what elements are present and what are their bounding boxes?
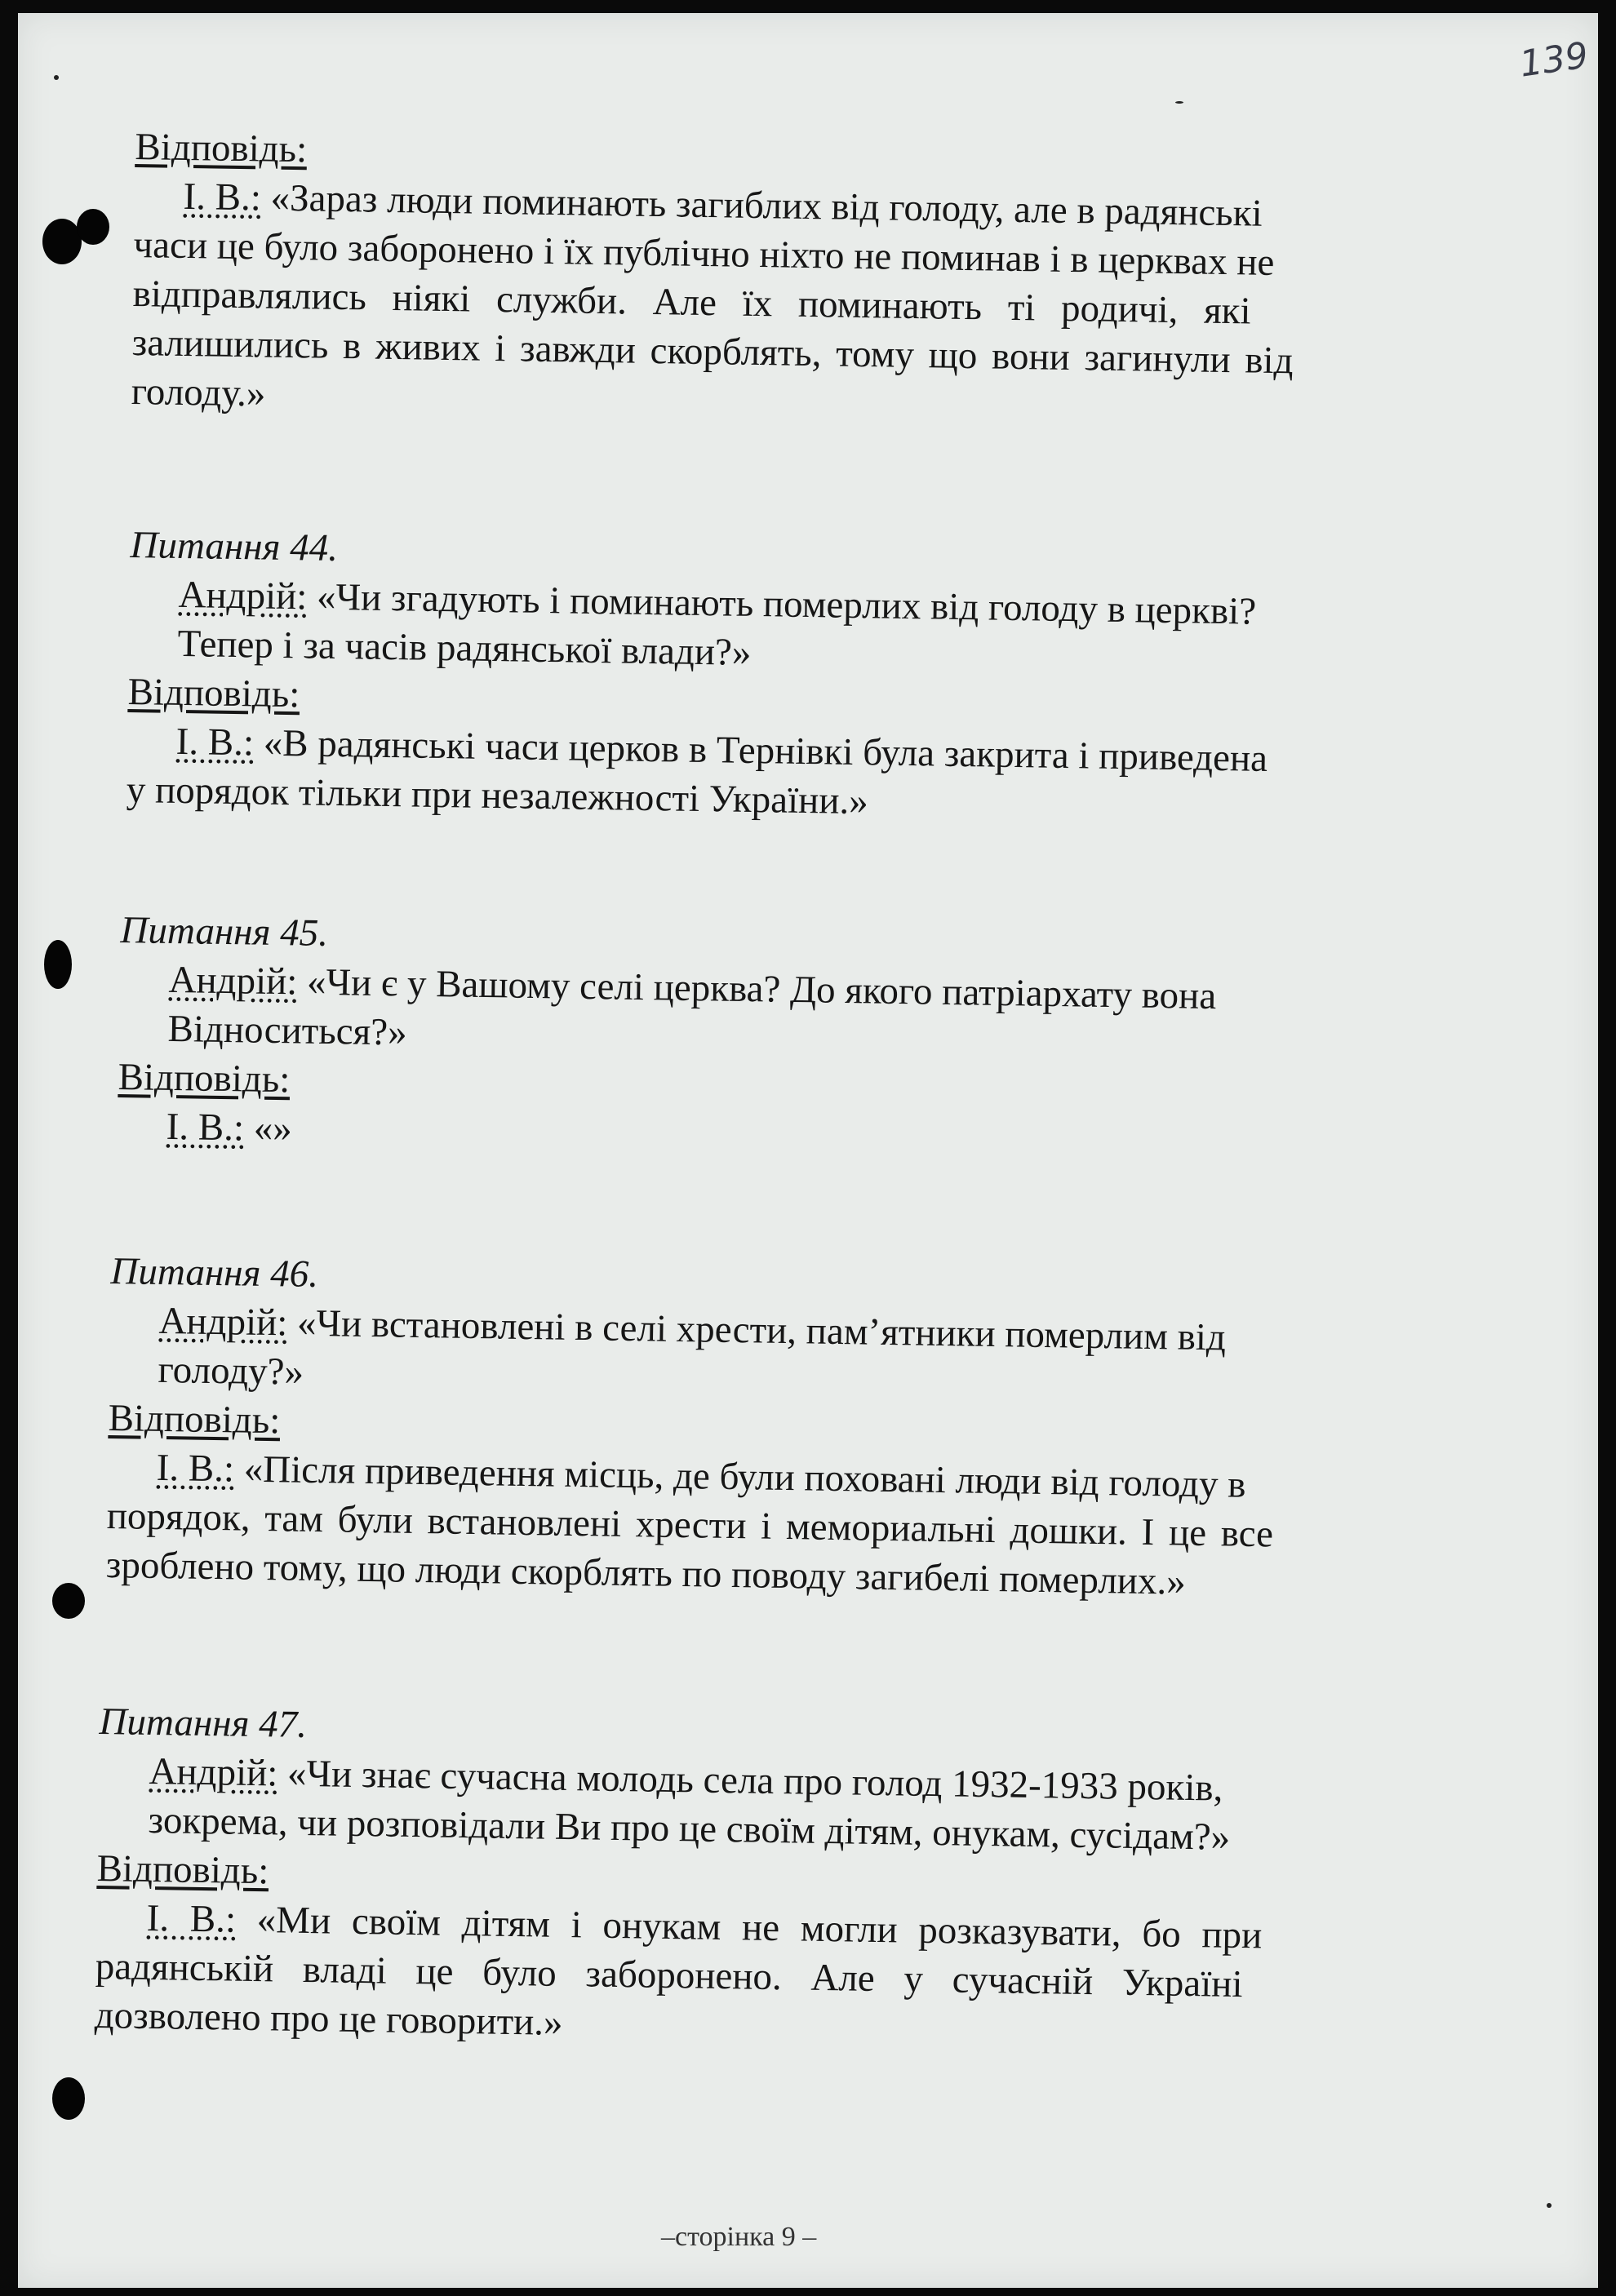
question-title: Питання 44. xyxy=(130,523,339,570)
question-44 xyxy=(126,521,1574,837)
question-46 xyxy=(105,1247,1555,1612)
respondent-label: І. В.: xyxy=(183,175,262,219)
asker-label: Андрій: xyxy=(149,1749,278,1795)
answer-label: Відповідь: xyxy=(96,1846,269,1893)
question-line: зокрема, чи розповідали Ви про це своїм дітям, онукам, сусідам?» xyxy=(148,1798,1231,1859)
answer-line: «» xyxy=(253,1106,293,1150)
respondent-label: І. В.: xyxy=(146,1896,237,1941)
asker-label: Андрій: xyxy=(178,573,308,618)
asker-label: Андрій: xyxy=(168,958,298,1004)
respondent-label: І. В.: xyxy=(166,1105,245,1150)
answer-label: Відповідь: xyxy=(118,1055,291,1101)
answer-line: порядок, там були встановлені хрести і мемориальні дошки. І це все xyxy=(106,1494,1274,1556)
question-line: голоду?» xyxy=(158,1348,304,1394)
answer-text xyxy=(131,171,1578,439)
answer-line: залишились в живих і завжди скорблять, тому що вони загинули від xyxy=(131,321,1294,383)
question-line: «Чи згадують і поминають померлих від голоду в церкві? xyxy=(316,575,1257,633)
answer-label: Відповідь: xyxy=(135,125,308,171)
answer-line: відправлялись ніякі служби. Але їх поминають ті родичі, які xyxy=(132,272,1251,333)
asker-label: Андрій: xyxy=(158,1299,288,1345)
answer-line: радянській владі це було заборонено. Але у сучасній Україні xyxy=(95,1944,1243,2006)
question-line: «Чи встановлені в селі хрести, пам’ятники померлим від xyxy=(296,1301,1227,1359)
respondent-label: І. В.: xyxy=(156,1446,235,1491)
answer-line: у порядок тільки при незалежності України.» xyxy=(126,768,869,823)
handwritten-page-number: 139 xyxy=(1516,34,1592,86)
question-47 xyxy=(94,1697,1552,2063)
answer-line: «В радянські часи церков в Тернівкі була закрита і приведена xyxy=(263,721,1268,780)
answer-line: часи це було заборонено і їх публічно ніхто не поминав і в церквах не xyxy=(133,223,1275,284)
question-title: Питання 47. xyxy=(99,1700,308,1746)
question-line: Відноситься?» xyxy=(167,1007,407,1054)
answer-label: Відповідь: xyxy=(108,1396,281,1443)
question-45 xyxy=(117,906,1565,1173)
answer-line: голоду.» xyxy=(131,370,266,415)
answer-line: «Ми своїм дітям і онукам не могли розказувати, бо при xyxy=(256,1899,1263,1957)
answer-line: дозволено про це говорити.» xyxy=(94,1993,563,2044)
intro-answer xyxy=(131,122,1579,439)
answer-line: «Зараз люди поминають загиблих від голоду, але в радянські xyxy=(270,176,1263,235)
question-line: «Чи знає сучасна молодь села про голод 1932-1933 років, xyxy=(286,1752,1223,1810)
question-title: Питання 46. xyxy=(110,1249,319,1296)
question-line: Тепер і за часів радянської влади?» xyxy=(177,622,752,674)
answer-label: Відповідь: xyxy=(127,670,300,716)
answer-line: «Після приведення місць, де були поховані люди від голоду в xyxy=(243,1447,1246,1506)
respondent-label: І. В.: xyxy=(175,720,255,765)
answer-line: зроблено тому, що люди скорблять по поводу загибелі померлих.» xyxy=(105,1543,1187,1603)
page-footer: –сторінка 9 – xyxy=(661,2222,817,2252)
question-title: Питання 45. xyxy=(120,908,329,955)
question-line: «Чи є у Вашому селі церква? До якого патріархату вона xyxy=(306,960,1217,1018)
